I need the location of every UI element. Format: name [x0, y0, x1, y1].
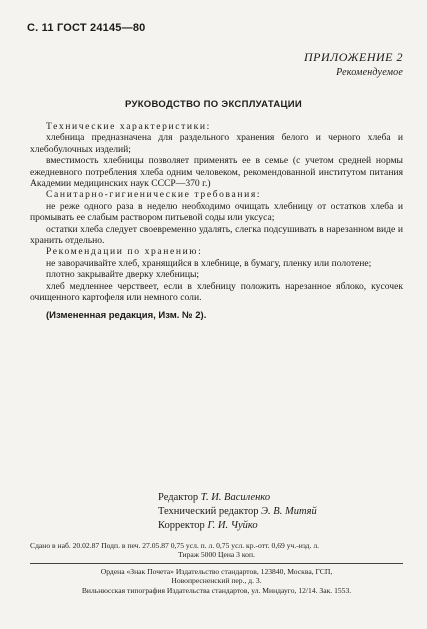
imprint-publisher: Ордена «Знак Почета» Издательство стандартов, 123840, Москва, ГСП,	[100, 566, 333, 576]
imprint-print-data: Сдано в наб. 20.02.87 Подп. в печ. 27.05.87 0,75 усл. п. л. 0,75 усл. кр.-отт. 0,69 уч.-изд. л.	[30, 541, 320, 550]
editor-line	[158, 491, 317, 505]
tech-editor-line	[158, 505, 317, 519]
storage-paragraph-2: плотно закрывайте дверку хлебницы;	[46, 269, 200, 281]
proofreader-name: Г. И. Чуйко	[207, 520, 258, 531]
revision-note: (Измененная редакция, Изм. № 2).	[46, 309, 207, 321]
spec-heading: Технические характеристики:	[46, 121, 211, 132]
sanitary-paragraph-1: не реже одного раза в неделю необходимо очищать хлебницу от остатков хлеба и промывать ее слабым раствором питьевой соды или уксуса;	[30, 200, 403, 224]
storage-heading: Рекомендации по хранению:	[46, 246, 203, 258]
tech-editor-role: Технический редактор	[158, 506, 259, 517]
editor-name: Т. И. Василенко	[200, 492, 271, 503]
imprint-printer: Вильнюсская типография Издательства стандартов, ул. Миндауго, 12/14. Зак. 1553.	[81, 585, 352, 595]
tech-editor-name: Э. В. Митяй	[261, 506, 317, 517]
imprint-circulation: Тираж 5000 Цена 3 коп.	[178, 550, 255, 560]
sanitary-heading: Санитарно-гигиенические требования:	[46, 189, 262, 201]
editors-block	[158, 491, 317, 533]
storage-paragraph-1: не заворачивайте хлеб, хранящийся в хлебнице, в бумагу, пленку или полотене;	[46, 257, 372, 269]
appendix-label	[304, 50, 403, 78]
appendix-subtitle: Рекомендуемое	[336, 67, 403, 78]
document-body	[30, 121, 403, 321]
spec-paragraph-1: хлебница предназначена для раздельного хранения белого и черного хлеба и хлебобулочных изделий;	[30, 132, 403, 155]
spec-paragraph-2: вместимость хлебницы позволяет применять ее в семье (с учетом средней нормы ежедневного потребления хлеба одним человеком, рекомендованной институтом питания Академии медицинских наук СССР—370 г.)	[30, 155, 403, 190]
page-header: С. 11 ГОСТ 24145—80	[27, 22, 146, 34]
imprint-publisher-address: Новопресненский пер., д. 3.	[171, 576, 262, 586]
appendix-title: ПРИЛОЖЕНИЕ 2	[304, 50, 403, 64]
proofreader-role: Корректор	[158, 520, 205, 531]
storage-paragraph-3: хлеб медленнее черствеет, если в хлебницу положить нарезанное яблоко, кусочек очищенного картофеля или немного соли.	[30, 280, 403, 304]
editor-role: Редактор	[158, 492, 199, 503]
sanitary-paragraph-2: остатки хлеба следует своевременно удалять, слегка подсушивать в нарезанном виде и хранить отдельно.	[30, 223, 403, 247]
imprint-divider	[30, 563, 403, 564]
document-title: РУКОВОДСТВО ПО ЭКСПЛУАТАЦИИ	[124, 99, 303, 110]
imprint-block	[30, 541, 403, 595]
proofreader-line	[158, 519, 317, 533]
